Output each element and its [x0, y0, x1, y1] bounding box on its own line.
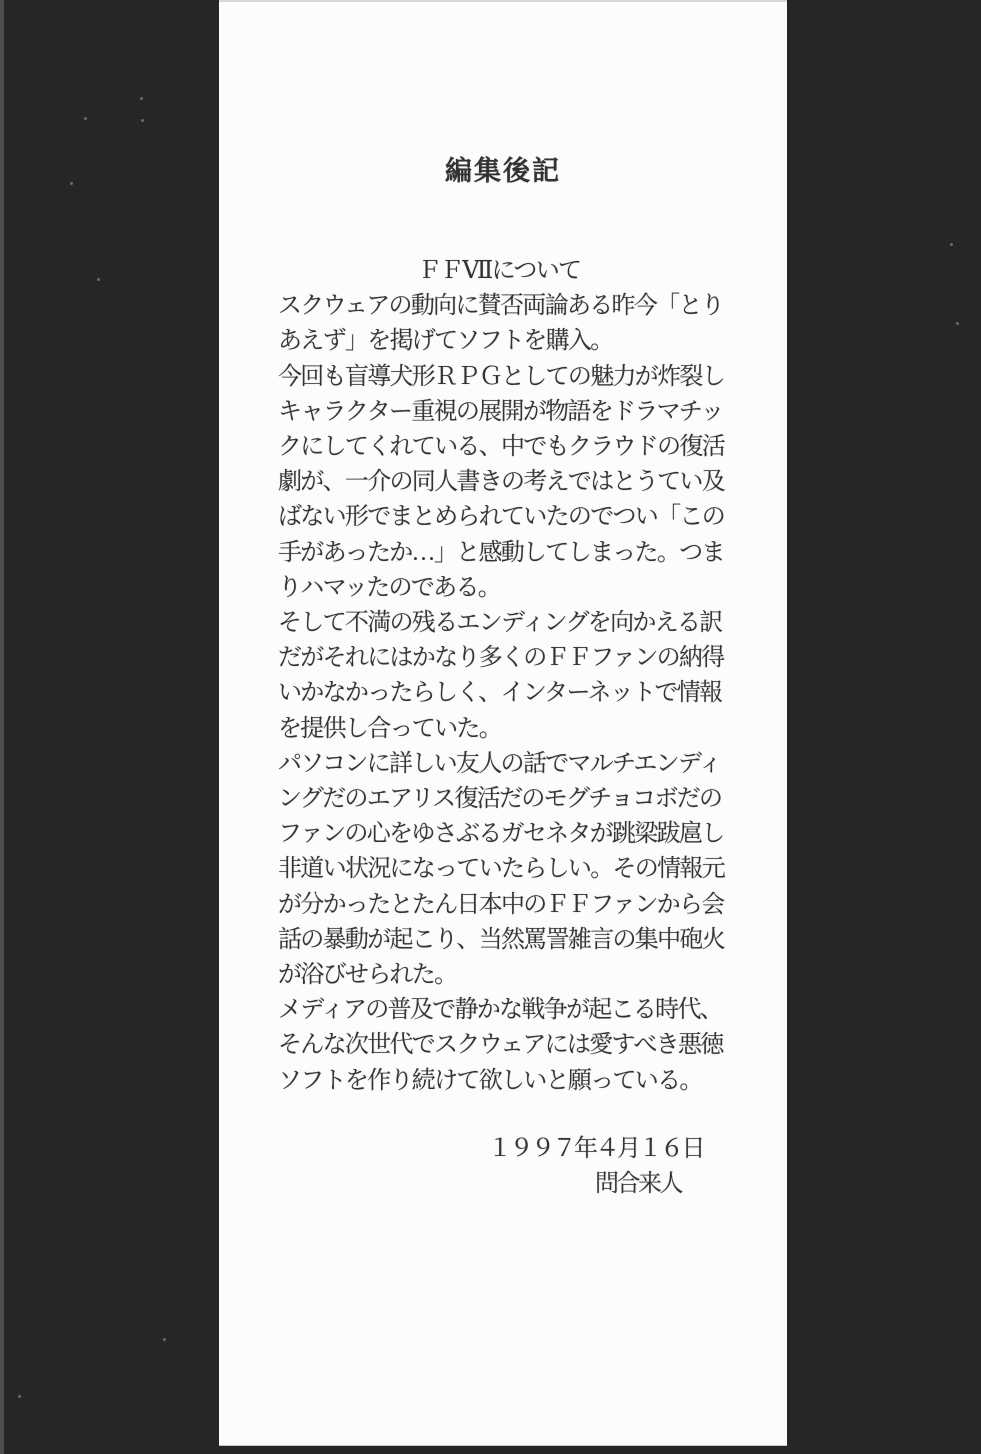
- body-line: ングだのエアリス復活だのモグチョコボだの: [278, 786, 722, 813]
- body-line: りハマッたのである。: [278, 574, 501, 601]
- body-lines: [278, 289, 750, 1099]
- body-line: だがそれにはかなり多くのＦＦファンの納得: [278, 645, 724, 672]
- body-line: あえず」を掲げてソフトを購入。: [278, 328, 613, 355]
- body-line: パソコンに詳しい友人の話でマルチエンディ: [278, 750, 721, 777]
- dust-speck: [141, 119, 144, 122]
- page-title: 編集後記: [445, 156, 561, 186]
- body-line: メディアの普及で静かな戦争が起こる時代、: [278, 997, 723, 1024]
- dust-speck: [70, 182, 73, 185]
- body-line: を提供し合っていた。: [278, 715, 501, 742]
- body-line: 今回も盲導犬形ＲＰＧとしての魅力が炸裂し: [278, 363, 724, 390]
- body-line: そして不満の残るエンディングを向かえる訳: [278, 610, 722, 637]
- body-line: 話の暴動が起こり、当然罵詈雑言の集中砲火: [278, 926, 724, 953]
- dust-speck: [97, 278, 100, 281]
- paper-area: [219, 0, 787, 1446]
- body-line: 非道い状況になっていたらしい。その情報元: [278, 856, 724, 883]
- body-line: ファンの心をゆさぶるガセネタが跳梁跋扈し: [278, 821, 724, 848]
- body-line: 手があったか…」と感動してしまった。つま: [278, 539, 724, 566]
- body-line: キャラクター重視の展開が物語をドラマチッ: [278, 398, 723, 425]
- dust-speck: [140, 97, 143, 100]
- date-line: １９９７年４月１６日: [488, 1136, 703, 1162]
- section-heading: ＦＦⅦについて: [417, 258, 581, 284]
- scan-edge-artifact: [0, 0, 4, 1454]
- body-line: クにしてくれている、中でもクラウドの復活: [278, 434, 724, 461]
- dust-speck: [18, 1395, 21, 1398]
- body-line: が分かったとたん日本中のＦＦファンから会: [278, 891, 724, 918]
- dust-speck: [950, 243, 953, 246]
- body-line: 劇が、一介の同人書きの考えではとうてい及: [278, 469, 724, 496]
- body-line: ソフトを作り続けて欲しいと願っている。: [278, 1067, 702, 1094]
- afterword-text: [278, 254, 750, 1099]
- body-line: そんな次世代でスクウェアには愛すべき悪徳: [278, 1032, 723, 1059]
- author-name: 問合来人: [595, 1171, 681, 1197]
- body-line: が浴びせられた。: [278, 962, 457, 989]
- body-line: ばない形でまとめられていたのでつい「この: [278, 504, 724, 531]
- dust-speck: [163, 1338, 166, 1341]
- dust-speck: [84, 117, 87, 120]
- body-line: いかなかったらしく、インターネットで情報: [278, 680, 722, 707]
- dust-speck: [956, 322, 959, 325]
- body-line: スクウェアの動向に賛否両論ある昨今「とり: [278, 293, 724, 320]
